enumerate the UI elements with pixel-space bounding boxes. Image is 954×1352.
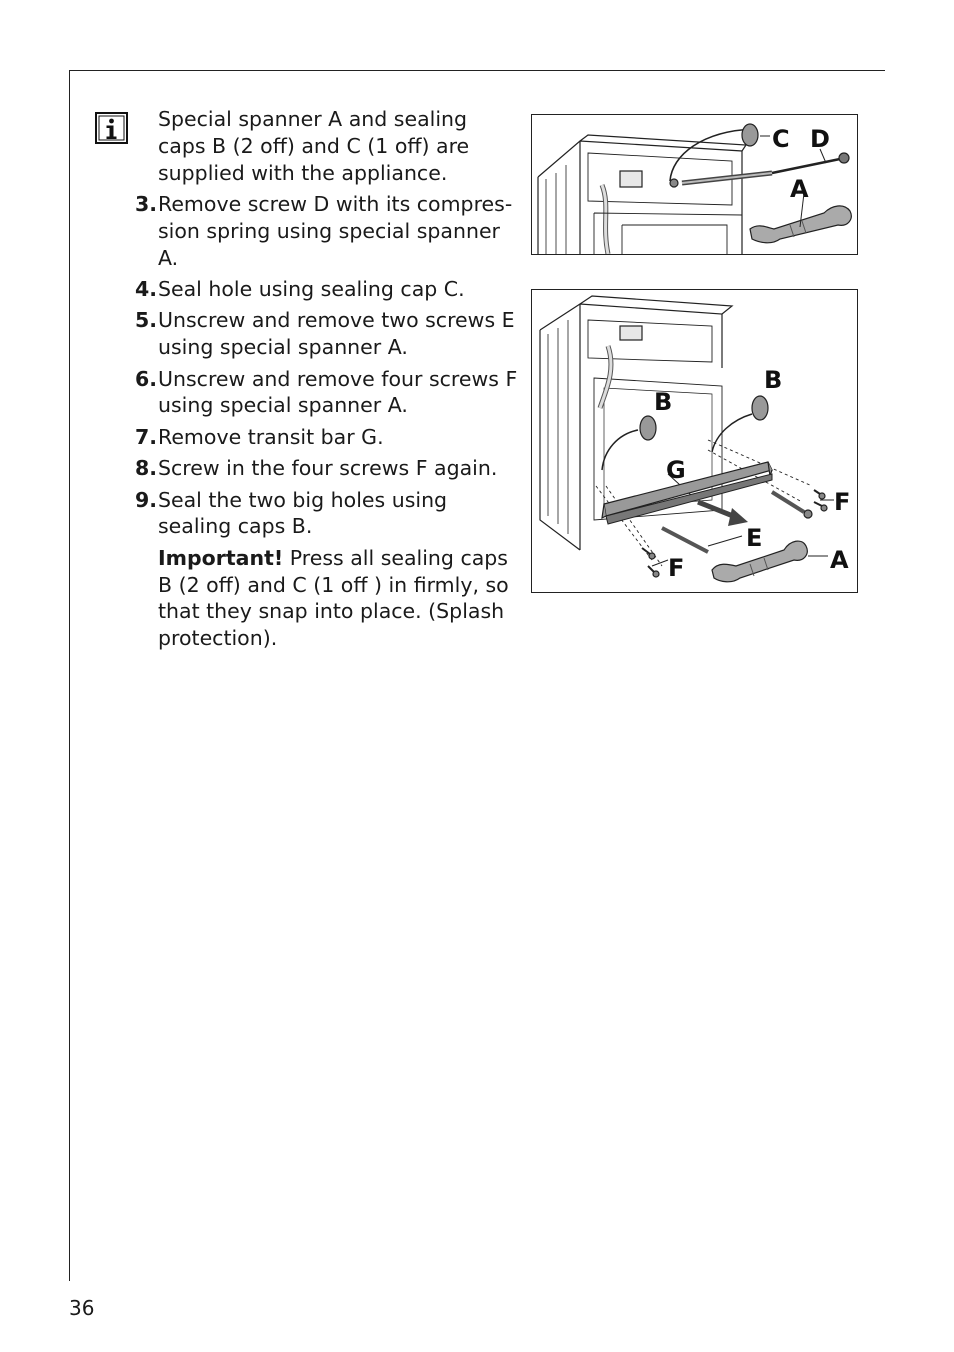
step-number: 8. [135,456,158,481]
label-b: B [654,388,673,416]
step-text: Unscrew and remove two screws E using special spanner A. [158,308,515,360]
note-text: Special spanner A and sealing caps B (2 off) and C (1 off) are supplied with the appliance. [158,107,470,185]
important-label: Important! [158,545,284,570]
header-rule [69,70,885,71]
margin-rule [69,70,70,1281]
step-number: 4. [135,276,158,301]
step-number: 6. [135,366,158,391]
step-item [135,366,520,420]
sealing-cap-b-icon [640,416,656,440]
info-icon [95,112,128,144]
step-number: 7. [135,424,158,449]
label-a: A [790,175,809,203]
figure-remove-transit-bar-drawing [532,290,857,592]
figure-remove-screw-d [531,114,858,255]
step-text: Remove screw D with its compres-sion spring using special spanner A. [158,191,513,270]
figure-remove-transit-bar [531,289,858,593]
label-c: C [772,125,790,153]
label-f: F [834,488,851,516]
step-item [135,276,520,303]
important-note [135,545,520,652]
step-text: Screw in the four screws F again. [158,456,498,481]
important-text: Press all sealing caps B (2 off) and C (1 off ) in firmly, so that they snap into place. (Splash protection). [158,545,509,651]
step-item [135,487,520,541]
step-text: Remove transit bar G. [158,424,384,449]
step-number: 3. [135,191,158,216]
step-item [135,455,520,482]
sealing-cap-c-icon [742,124,758,146]
label-f: F [668,554,685,582]
transit-bar-icon [602,462,772,524]
label-d: D [810,125,830,153]
step-number: 5. [135,308,158,333]
step-text: Unscrew and remove four screws F using special spanner A. [158,366,518,418]
label-b: B [764,366,783,394]
step-item [135,191,520,271]
step-item [135,424,520,451]
sealing-cap-b-icon [752,396,768,420]
step-text: Seal the two big holes using sealing caps B. [158,487,448,539]
step-item [135,307,520,361]
figure-remove-screw-d-drawing [532,115,857,254]
label-e: E [746,524,763,552]
instructions [135,106,520,652]
label-a: A [830,546,849,574]
label-g: G [666,456,686,484]
step-number: 9. [135,487,158,512]
page-number: 36 [69,1296,95,1320]
step-text: Seal hole using sealing cap C. [158,276,465,301]
